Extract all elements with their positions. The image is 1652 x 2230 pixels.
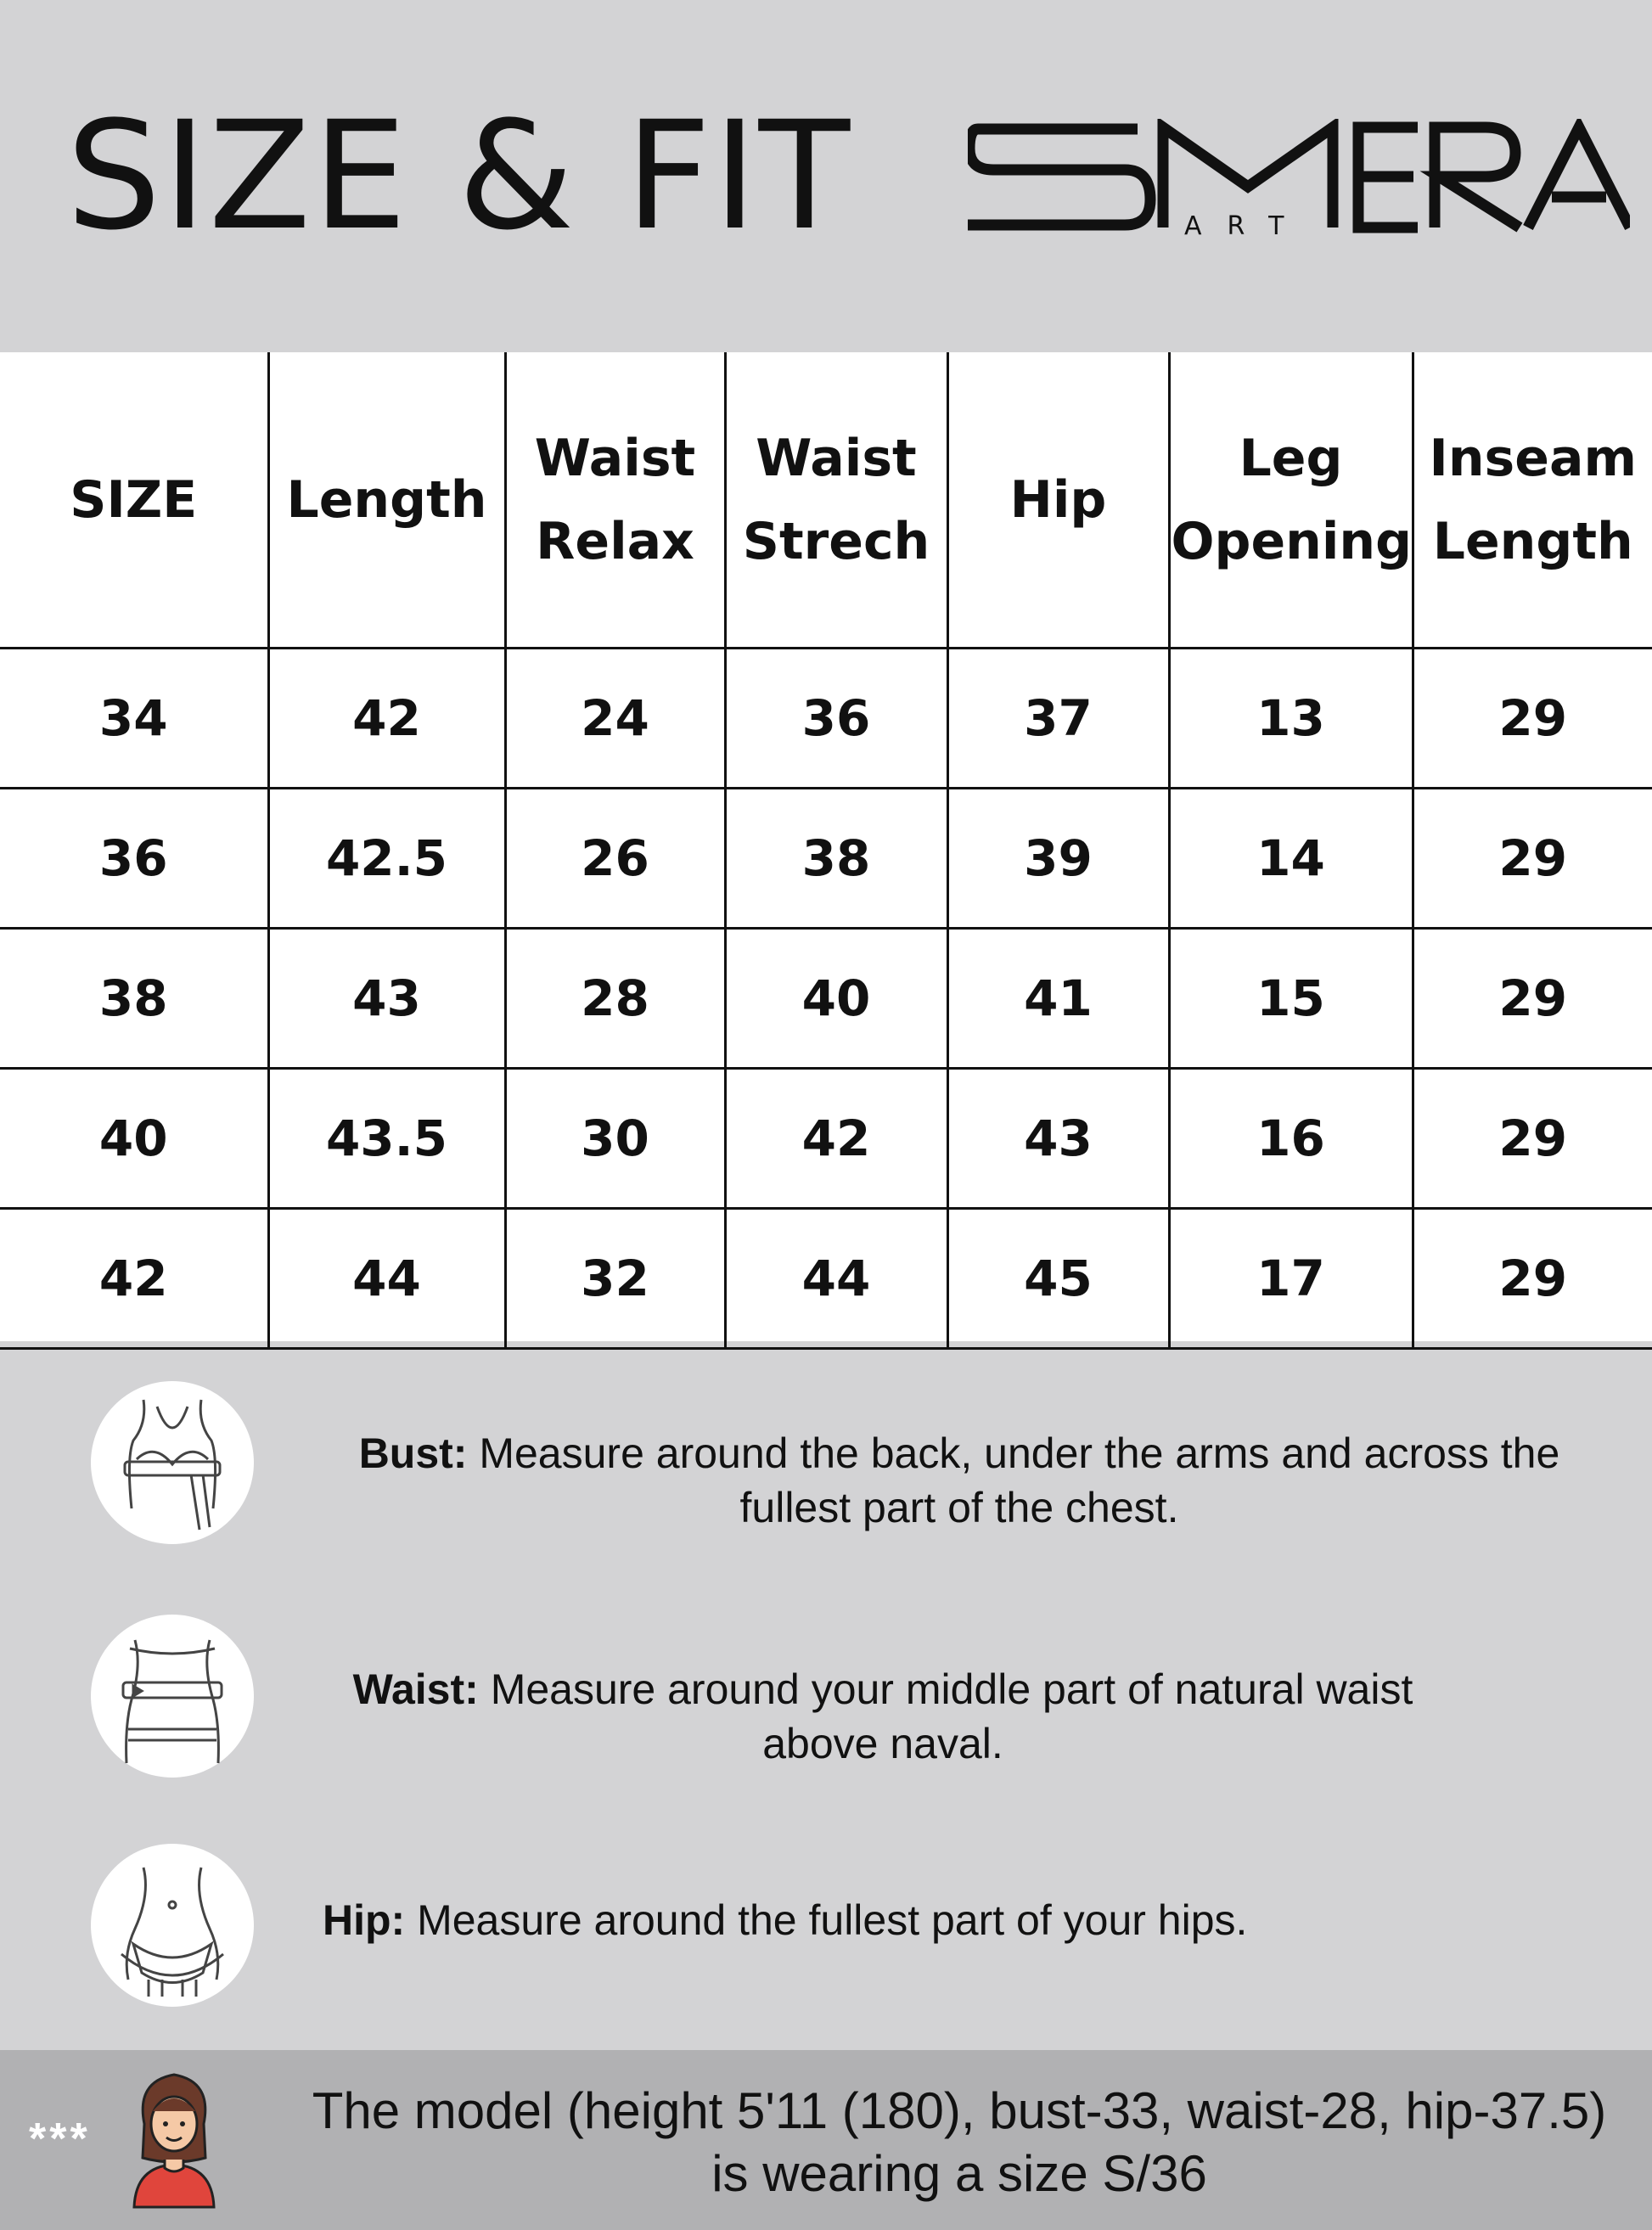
table-row: [0, 929, 1652, 1069]
table-row: [0, 1209, 1652, 1349]
model-info-text: The model (height 5'11 (180), bust-33, waist-28, hip-37.5) is wearing a size S/36: [312, 2082, 1607, 2202]
brand-sub-text: ART: [1184, 211, 1310, 238]
table-cell: 41: [947, 929, 1169, 1069]
waist-measure-icon: [91, 1615, 254, 1778]
table-cell: 29: [1413, 1069, 1652, 1209]
table-cell: 36: [725, 649, 947, 789]
table-cell: 30: [505, 1069, 725, 1209]
table-cell: 44: [268, 1209, 505, 1349]
table-cell: 43: [268, 929, 505, 1069]
table-cell: 17: [1169, 1209, 1413, 1349]
woman-avatar-icon: [127, 2064, 221, 2209]
table-cell: 29: [1413, 1209, 1652, 1349]
table-cell: 42: [725, 1069, 947, 1209]
table-header-row: [0, 352, 1652, 649]
hip-guide-text: Hip: Measure around the fullest part of your hips.: [323, 1896, 1248, 1944]
hip-measure-icon: [91, 1844, 254, 2007]
table-cell: 42: [268, 649, 505, 789]
table-cell: 42.5: [268, 789, 505, 929]
header-hip: Hip: [947, 352, 1169, 649]
table-cell: 39: [947, 789, 1169, 929]
header-size: SIZE: [0, 352, 268, 649]
footer-stars: ***: [29, 2115, 91, 2164]
table-cell: 28: [505, 929, 725, 1069]
header-waist-strech: Waist Strech: [725, 352, 947, 649]
table-cell: 42: [0, 1209, 268, 1349]
table-cell: 13: [1169, 649, 1413, 789]
header: [0, 0, 1652, 352]
table-cell: 15: [1169, 929, 1413, 1069]
page-title: SIZE & FIT: [66, 89, 852, 263]
table-cell: 37: [947, 649, 1169, 789]
table-cell: 44: [725, 1209, 947, 1349]
table-cell: 40: [725, 929, 947, 1069]
table-cell: 40: [0, 1069, 268, 1209]
size-table: [0, 352, 1652, 1341]
table-cell: 26: [505, 789, 725, 929]
table-cell: 43: [947, 1069, 1169, 1209]
table-cell: 38: [0, 929, 268, 1069]
header-length: Length: [268, 352, 505, 649]
table-cell: 36: [0, 789, 268, 929]
waist-guide-text: Waist: Measure around your middle part of natural waist above naval.: [352, 1665, 1413, 1767]
table-row: [0, 789, 1652, 929]
table-cell: 29: [1413, 789, 1652, 929]
header-waist-relax: Waist Relax: [505, 352, 725, 649]
table-cell: 16: [1169, 1069, 1413, 1209]
table-cell: 29: [1413, 929, 1652, 1069]
brand-logo: [968, 119, 1630, 238]
table-row: [0, 1069, 1652, 1209]
table-cell: 24: [505, 649, 725, 789]
header-leg-opening: Leg Opening: [1169, 352, 1413, 649]
bust-guide-text: Bust: Measure around the back, under the arms and across the fullest part of the chest.: [358, 1430, 1560, 1531]
bust-measure-icon: [91, 1381, 254, 1544]
table-cell: 32: [505, 1209, 725, 1349]
table-cell: 43.5: [268, 1069, 505, 1209]
table-row: [0, 649, 1652, 789]
table-cell: 45: [947, 1209, 1169, 1349]
table-cell: 14: [1169, 789, 1413, 929]
table-cell: 34: [0, 649, 268, 789]
header-inseam-length: Inseam Length: [1413, 352, 1652, 649]
table-cell: 29: [1413, 649, 1652, 789]
table-cell: 38: [725, 789, 947, 929]
